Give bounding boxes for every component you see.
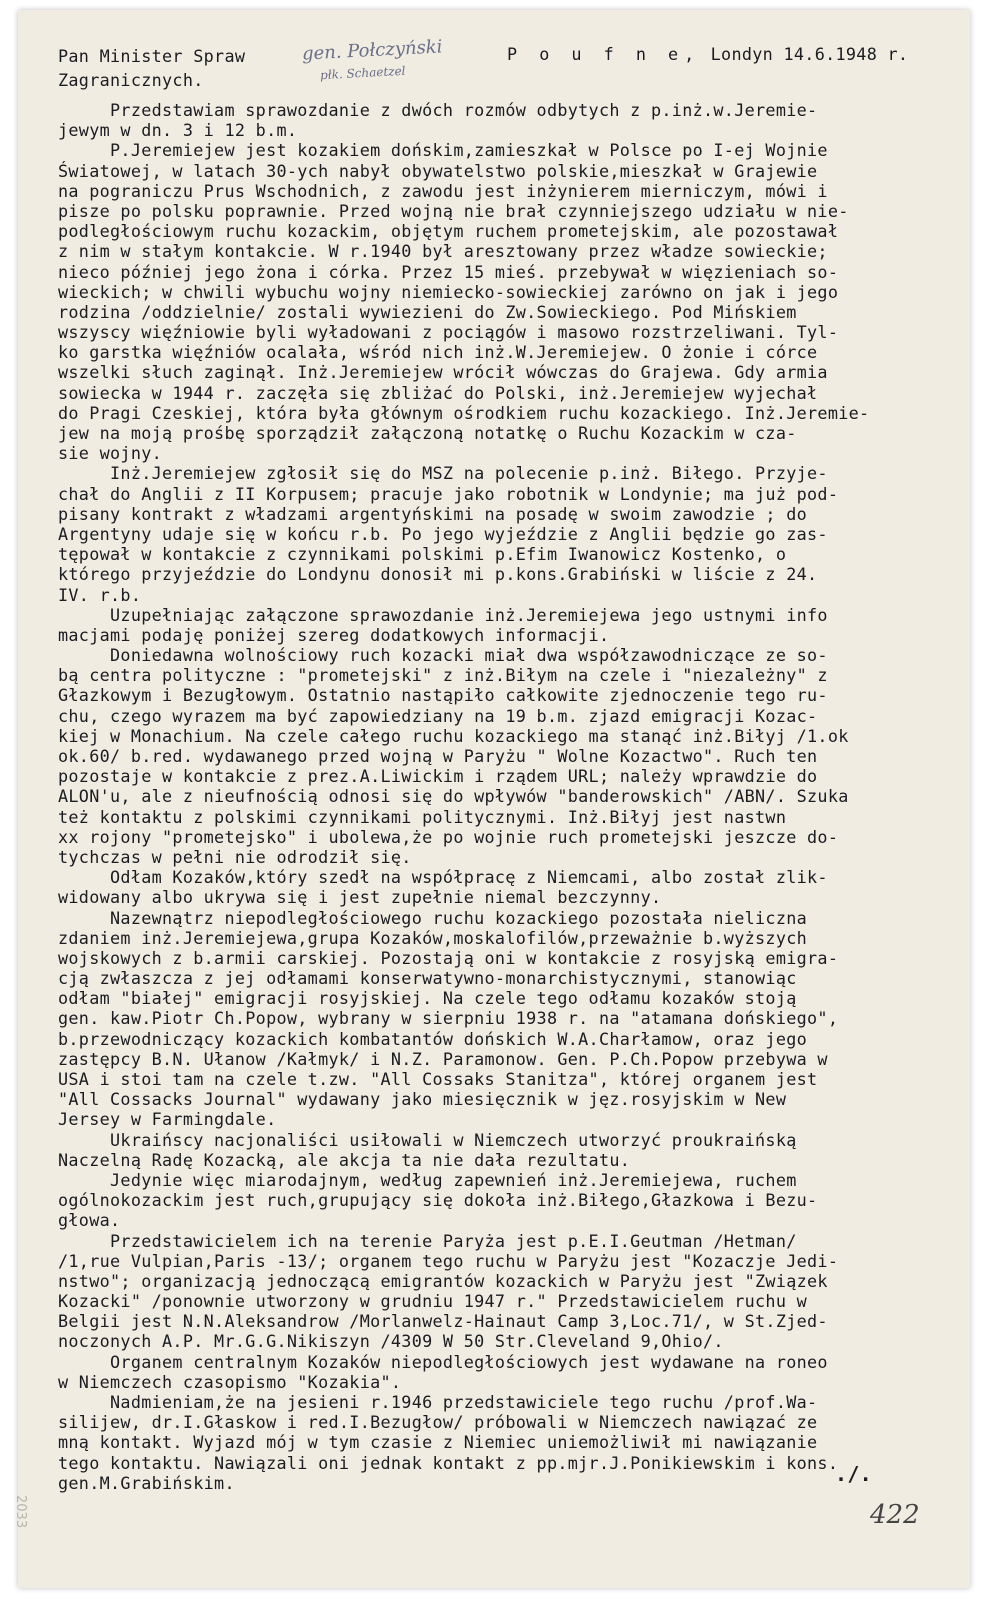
- body-line: tychczas w pełni nie odrodził się.: [58, 846, 412, 867]
- body-line: gen.M.Grabińskim.: [58, 1472, 235, 1493]
- body-line: Ukraińscy nacjonaliści usiłowali w Niemczech utworzyć proukraińską: [58, 1129, 797, 1150]
- body-line: cją zwłaszcza z jej odłamami konserwatywno-monarchistycznymi, stanowiąc: [58, 968, 797, 989]
- body-line: /1,rue Vulpian,Paris -13/; organem tego ruchu w Paryżu jest "Kozaczje Jedi-: [58, 1250, 839, 1271]
- body-line: Odłam Kozaków,który szedł na współpracę z Niemcami, albo został zlik-: [58, 867, 828, 888]
- recipient-line-2: Zagranicznych.: [58, 70, 204, 90]
- body-line: na pograniczu Prus Wschodnich, z zawodu jest inżynierem mierniczym, mówi i: [58, 180, 828, 201]
- body-line: pisany kontrakt z władzami argentyńskimi na posadę w swoim zawodzie ; do: [58, 503, 808, 524]
- body-line: Inż.Jeremiejew zgłosił się do MSZ na polecenie p.inż. Biłego. Przyje-: [58, 463, 828, 484]
- recipient-block: [58, 44, 338, 92]
- body-line: gen. kaw.Piotr Ch.Popow, wybrany w sierpniu 1938 r. na "atamana dońskiego",: [58, 1008, 839, 1029]
- signature-mark: ./.: [835, 1462, 873, 1486]
- body-line: b.przewodniczący kozackich kombatantów dońskich W.A.Charłamow, oraz jego: [58, 1028, 808, 1049]
- body-line: chu, czego wyrazem ma być zapowiedziany na 19 b.m. zjazd emigracji Kozac-: [58, 705, 818, 726]
- body-line: "All Cossacks Journal" wydawany jako miesięcznik w jęz.rosyjskim w New: [58, 1089, 787, 1110]
- body-line: Przedstawicielem ich na terenie Paryża jest p.E.I.Geutman /Hetman/: [58, 1230, 797, 1251]
- body-line: Nazewnątrz niepodległościowego ruchu kozackiego pozostała nieliczna: [58, 907, 808, 928]
- body-line: odłam "białej" emigracji rosyjskiej. Na czele tego odłamu kozaków stoją: [58, 988, 797, 1009]
- body-line: wieckich; w chwili wybuchu wojny niemiecko-sowieckiej zarówno on jak i jego: [58, 281, 839, 302]
- letter-body: [58, 100, 938, 1493]
- body-line: Jedynie więc miarodajnym, według zapewnień inż.Jeremiejewa, ruchem: [58, 1169, 797, 1190]
- body-line: Organem centralnym Kozaków niepodległościowych jest wydawane na roneo: [58, 1351, 828, 1372]
- handwritten-note-2: płk. Schaetzel: [319, 63, 406, 83]
- body-line: Uzupełniając załączone sprawozdanie inż.Jeremiejewa jego ustnymi info: [58, 604, 828, 625]
- body-line: też kontaktu z polskimi czynnikami politycznymi. Inż.Biłyj jest nastwn: [58, 806, 787, 827]
- body-line: ok.60/ b.red. wydawanego przed wojną w Paryżu " Wolne Kozactwo". Ruch ten: [58, 746, 818, 766]
- body-line: USA i stoi tam na czele t.zw. "All Cossaks Stanitza", której organem jest: [58, 1069, 818, 1089]
- body-line: do Pragi Czeskiej, która była głównym ośrodkiem ruchu kozackiego. Inż.Jeremie-: [58, 402, 870, 423]
- body-line: zastępcy B.N. Ułanow /Kałmyk/ i N.Z. Paramonow. Gen. P.Ch.Popow przebywa w: [58, 1048, 828, 1069]
- body-line: mną kontakt. Wyjazd mój w tym czasie z Niemiec uniemożliwił mi nawiązanie: [58, 1432, 818, 1453]
- body-line: Jersey w Farmingdale.: [58, 1109, 277, 1130]
- margin-stamp: 2033: [13, 1495, 28, 1529]
- page-number: 422: [870, 1500, 920, 1530]
- body-line: Przedstawiam sprawozdanie z dwóch rozmów odbytych z p.inż.w.Jeremie-: [58, 100, 818, 120]
- body-line: noczonych A.P. Mr.G.G.Nikiszyn /4309 W 50 Str.Cleveland 9,Ohio/.: [58, 1331, 724, 1352]
- body-line: wojskowych z b.armii carskiej. Pozostają oni w kontakcie z rosyjską emigra-: [58, 947, 839, 968]
- body-line: ko garstka więźniów ocalała, wśród nich inż.W.Jeremiejew. O żonie i córce: [58, 342, 818, 363]
- body-line: rodzina /oddzielnie/ zostali wywiezieni do Zw.Sowieckiego. Pod Mińskiem: [58, 301, 797, 322]
- body-line: Argentyny udaje się w końcu r.b. Po jego wyjeździe z Anglii będzie go zas-: [58, 523, 828, 544]
- body-line: nstwo"; organizacją jednoczącą emigrantów kozackich w Paryżu jest "Związek: [58, 1270, 828, 1291]
- body-line: Nadmieniam,że na jesieni r.1946 przedstawiciele tego ruchu /prof.Wa-: [58, 1392, 818, 1412]
- body-line: macjami podaję poniżej szereg dodatkowych informacji.: [58, 624, 610, 645]
- body-line: Naczelną Radę Kozacką, ale akcja ta nie dała rezultatu.: [58, 1149, 631, 1170]
- body-line: wszyscy więźniowie byli wyładowani z pociągów i masowo rozstrzeliwani. Tyl-: [58, 322, 839, 343]
- body-line: ogólnokozackim jest ruch,grupujący się dokoła inż.Biłego,Głazkowa i Bezu-: [58, 1190, 818, 1211]
- body-line: widowany albo ukrywa się i jest zupełnie niemal bezczynny.: [58, 887, 662, 908]
- place-date: Londyn 14.6.1948 r.: [710, 44, 909, 64]
- body-line: IV. r.b.: [58, 584, 142, 605]
- body-line: Doniedawna wolnościowy ruch kozacki miał dwa współzawodniczące ze so-: [58, 645, 828, 666]
- body-line: nieco później jego żona i córka. Przez 15 mieś. przebywał w więzieniach so-: [58, 261, 839, 282]
- recipient-line-1: Pan Minister Spraw: [58, 46, 246, 66]
- body-line: bą centra polityczne : "prometejski" z inż.Biłym na czele i "niezależny" z: [58, 665, 828, 686]
- body-line: kiej w Monachium. Na czele całego ruchu kozackiego ma stanąć inż.Biłyj /1.ok: [58, 725, 849, 746]
- body-line: tępował w kontakcie z czynnikami polskimi p.Efim Iwanowicz Kostenko, o: [58, 544, 787, 565]
- body-line: tego kontaktu. Nawiązali oni jednak kontakt z pp.mjr.J.Ponikiewskim i kons.: [58, 1452, 839, 1473]
- handwritten-note-1: gen. Połczyński: [301, 36, 443, 65]
- body-line: sowiecka w 1944 r. zaczęła się zbliżać do Polski, inż.Jeremiejew wyjechał: [58, 382, 818, 403]
- body-line: wszelki słuch zaginął. Inż.Jeremiejew wrócił wówczas do Grajewa. Gdy armia: [58, 362, 828, 383]
- body-line: zdaniem inż.Jeremiejewa,grupa Kozaków,moskalofilów,przeważnie b.wyższych: [58, 927, 808, 948]
- body-line: głowa.: [58, 1210, 121, 1231]
- body-line: pisze po polsku poprawnie. Przed wojną nie brał czynniejszego udziału w nie-: [58, 200, 849, 221]
- body-line: chał do Anglii z II Korpusem; pracuje jako robotnik w Londynie; ma już pod-: [58, 483, 839, 504]
- body-line: którego przyjeździe do Londynu donosił mi p.kons.Grabiński w liście z 24.: [58, 564, 818, 585]
- body-line: Belgii jest N.N.Aleksandrow /Morlanwelz-Hainaut Camp 3,Loc.71/, w St.Zjed-: [58, 1311, 828, 1332]
- body-line: Światowej, w latach 30-ych nabył obywatelstwo polskie,mieszkał w Grajewie: [58, 160, 818, 181]
- body-line: sie wojny.: [58, 443, 163, 464]
- body-line: ALON'u, ale z nieufnością odnosi się do wpływów "banderowskich" /ABN/. Szuka: [58, 786, 849, 807]
- body-line: Głazkowym i Bezugłowym. Ostatnio nastąpiło całkowite zjednoczenie tego ru-: [58, 685, 828, 706]
- body-line: w Niemczech czasopismo "Kozakia".: [58, 1371, 402, 1392]
- body-line: jewym w dn. 3 i 12 b.m.: [58, 120, 298, 141]
- classification-label: P o u f n e,: [507, 44, 701, 64]
- body-line: xx rojony "prometejsko" i ubolewa,że po wojnie ruch prometejski jeszcze do-: [58, 826, 839, 847]
- dateline: [507, 44, 908, 64]
- body-line: podległościowym ruchu kozackim, objętym ruchem prometejskim, ale pozostawał: [58, 221, 839, 242]
- body-line: Kozacki" /ponownie utworzony w grudniu 1947 r." Przedstawicielem ruchu w: [58, 1291, 808, 1312]
- body-line: P.Jeremiejew jest kozakiem dońskim,zamieszkał w Polsce po I-ej Wojnie: [58, 140, 828, 161]
- body-line: silijew, dr.I.Głaskow i red.I.Bezugłow/ próbowali w Niemczech nawiązać ze: [58, 1412, 818, 1433]
- body-line: z nim w stałym kontakcie. W r.1940 był aresztowany przez władze sowieckie;: [58, 241, 828, 262]
- body-line: pozostaje w kontakcie z prez.A.Liwickim i rządem URL; należy wprawdzie do: [58, 766, 818, 787]
- body-line: jew na moją prośbę sporządził załączoną notatkę o Ruchu Kozackim w cza-: [58, 423, 797, 443]
